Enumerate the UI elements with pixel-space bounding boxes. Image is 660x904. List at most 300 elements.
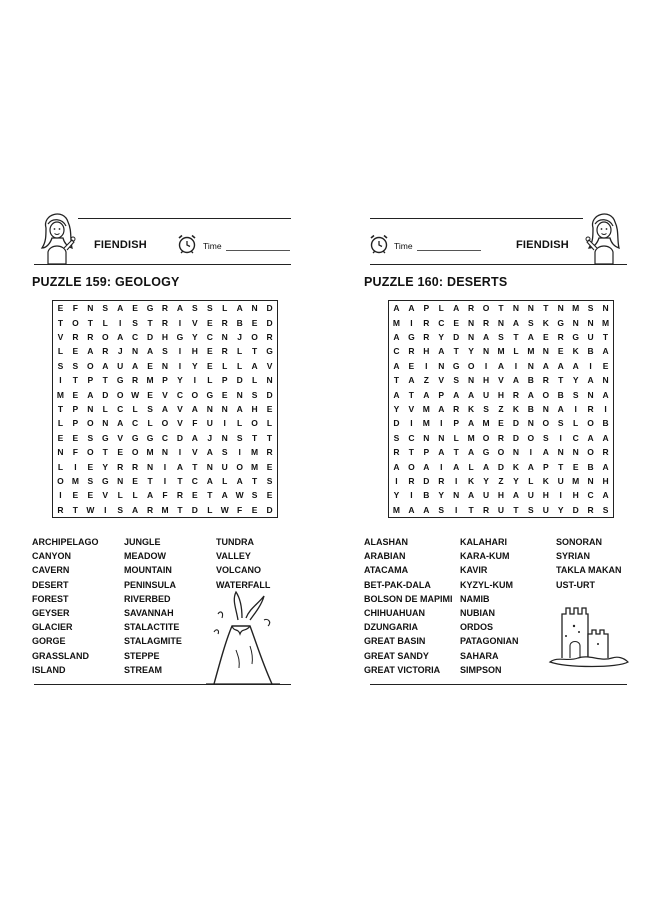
grid-cell: R xyxy=(161,317,169,328)
grid-cell: L xyxy=(573,418,579,429)
grid-cell: D xyxy=(236,375,243,386)
grid-cell: A xyxy=(512,317,519,328)
grid-cell: P xyxy=(87,375,94,386)
grid-cell: A xyxy=(423,461,430,472)
grid-cell: C xyxy=(161,432,169,443)
grid-cell: V xyxy=(117,432,124,443)
grid-cell: C xyxy=(206,331,213,342)
word-list-item: ATACAMA xyxy=(364,565,409,576)
grid-cell: A xyxy=(468,389,475,400)
grid-cell: L xyxy=(57,461,64,472)
grid-cell: G xyxy=(266,346,273,357)
grid-cell: K xyxy=(512,461,519,472)
grid-cell: S xyxy=(528,317,534,328)
grid-cell: T xyxy=(251,475,258,486)
grid-cell: Y xyxy=(393,490,400,501)
grid-cell: L xyxy=(222,360,228,371)
grid-cell: R xyxy=(266,331,273,342)
grid-cell: I xyxy=(163,475,167,486)
grid-cell: V xyxy=(408,403,415,414)
grid-cell: E xyxy=(251,504,258,515)
grid-cell: N xyxy=(468,375,475,386)
grid-cell: E xyxy=(408,360,415,371)
word-list-item: PENINSULA xyxy=(124,579,177,590)
grid-cell: J xyxy=(237,331,243,342)
puzzle-title: PUZZLE 160: DESERTS xyxy=(364,275,508,289)
grid-cell: P xyxy=(453,418,460,429)
grid-cell: T xyxy=(177,504,183,515)
grid-cell: A xyxy=(438,447,445,458)
grid-cell: L xyxy=(102,403,108,414)
grid-cell: N xyxy=(587,389,594,400)
grid-cell: Y xyxy=(572,375,579,386)
grid-cell: S xyxy=(87,432,94,443)
grid-cell: N xyxy=(236,389,243,400)
grid-cell: A xyxy=(236,475,243,486)
grid-cell: N xyxy=(221,432,228,443)
grid-cell: G xyxy=(101,475,109,486)
grid-cell: E xyxy=(87,490,94,501)
grid-cell: A xyxy=(557,403,564,414)
grid-cell: R xyxy=(102,346,109,357)
grid-cell: Y xyxy=(393,403,400,414)
grid-cell: L xyxy=(222,303,228,314)
word-search-grid xyxy=(52,300,278,518)
grid-cell: R xyxy=(408,346,415,357)
grid-cell: R xyxy=(161,303,169,314)
grid-cell: V xyxy=(162,389,168,400)
grid-cell: V xyxy=(192,447,198,458)
grid-cell: C xyxy=(132,331,139,342)
grid-cell: A xyxy=(587,432,594,443)
grid-cell: C xyxy=(438,317,445,328)
grid-cell: T xyxy=(393,375,400,386)
grid-cell: A xyxy=(393,389,400,400)
grid-cell: U xyxy=(482,389,490,400)
grid-cell: N xyxy=(57,447,64,458)
grid-cell: E xyxy=(132,475,138,486)
grid-cell: I xyxy=(59,375,62,386)
grid-cell: T xyxy=(266,432,273,443)
grid-cell: O xyxy=(191,389,199,400)
grid-cell: O xyxy=(87,447,94,458)
grid-cell: F xyxy=(72,447,78,458)
grid-cell: V xyxy=(102,490,109,501)
grid-cell: K xyxy=(542,475,549,486)
grid-cell: N xyxy=(102,418,109,429)
grid-cell: S xyxy=(483,403,489,414)
time-entry-line xyxy=(226,250,290,251)
word-list-item: BOLSON DE MAPIMI xyxy=(364,593,453,604)
grid-cell: S xyxy=(206,303,213,314)
grid-cell: I xyxy=(529,447,533,458)
grid-cell: P xyxy=(72,403,79,414)
grid-cell: S xyxy=(453,375,460,386)
grid-cell: A xyxy=(468,490,475,501)
grid-cell: S xyxy=(236,432,243,443)
grid-cell: R xyxy=(482,317,490,328)
grid-cell: A xyxy=(393,303,400,314)
header-top-line xyxy=(370,218,583,219)
grid-cell: I xyxy=(395,475,398,486)
grid-cell: C xyxy=(393,346,400,357)
word-list-item: GORGE xyxy=(32,636,66,647)
grid-cell: O xyxy=(587,418,594,429)
grid-cell: F xyxy=(72,303,78,314)
word-list-item: CAVERN xyxy=(32,565,70,576)
grid-cell: B xyxy=(587,461,594,472)
grid-cell: I xyxy=(238,447,241,458)
grid-cell: C xyxy=(132,418,139,429)
grid-cell: P xyxy=(423,303,430,314)
grid-cell: L xyxy=(237,360,243,371)
grid-cell: V xyxy=(177,403,183,414)
grid-cell: C xyxy=(572,432,579,443)
grid-cell: O xyxy=(131,447,139,458)
grid-cell: N xyxy=(512,447,519,458)
grid-cell: A xyxy=(221,490,228,501)
grid-cell: T xyxy=(453,447,459,458)
grid-cell: R xyxy=(512,389,519,400)
grid-cell: G xyxy=(101,432,109,443)
word-list-item: SIMPSON xyxy=(460,664,502,675)
time-label: Time xyxy=(203,241,222,251)
grid-cell: B xyxy=(587,346,594,357)
grid-cell: N xyxy=(542,346,549,357)
grid-cell: N xyxy=(497,317,505,328)
grid-cell: U xyxy=(221,461,228,472)
word-list-item: RIVERBED xyxy=(124,593,171,604)
word-list-item: ARCHIPELAGO xyxy=(32,537,99,547)
grid-cell: N xyxy=(572,317,579,328)
word-list-item: ALASHAN xyxy=(364,537,408,547)
grid-cell: E xyxy=(132,303,138,314)
grid-cell: O xyxy=(542,389,550,400)
grid-cell: L xyxy=(147,418,153,429)
grid-cell: E xyxy=(72,490,79,501)
volcano-illustration xyxy=(206,590,280,686)
grid-cell: K xyxy=(468,403,475,414)
grid-cell: Y xyxy=(102,461,109,472)
grid-cell: A xyxy=(132,360,139,371)
word-list-item: VOLCANO xyxy=(216,565,261,576)
grid-cell: M xyxy=(572,303,580,314)
word-list-item: TAKLA MAKAN xyxy=(556,565,622,576)
word-list-column xyxy=(124,535,182,677)
grid-cell: H xyxy=(251,403,258,414)
grid-cell: W xyxy=(235,490,244,501)
grid-cell: T xyxy=(251,346,258,357)
grid-cell: W xyxy=(86,504,95,515)
grid-cell: O xyxy=(116,389,124,400)
word-list-item: KARA-KUM xyxy=(460,551,510,562)
grid-cell: D xyxy=(453,331,460,342)
grid-cell: I xyxy=(604,403,607,414)
grid-cell: N xyxy=(557,447,564,458)
grid-cell: R xyxy=(602,447,609,458)
grid-cell: I xyxy=(104,504,107,515)
grid-cell: A xyxy=(87,346,94,357)
grid-cell: P xyxy=(72,418,79,429)
grid-cell: J xyxy=(117,346,123,357)
grid-cell: T xyxy=(558,461,564,472)
grid-cell: N xyxy=(527,360,534,371)
grid-cell: I xyxy=(410,317,413,328)
grid-cell: A xyxy=(393,331,400,342)
grid-cell: L xyxy=(207,504,213,515)
word-list-item: GLACIER xyxy=(32,622,73,633)
grid-cell: S xyxy=(393,432,400,443)
grid-cell: Z xyxy=(498,403,504,414)
grid-cell: H xyxy=(423,346,430,357)
grid-cell: M xyxy=(146,447,154,458)
grid-cell: L xyxy=(207,375,213,386)
grid-cell: T xyxy=(251,432,258,443)
grid-cell: R xyxy=(408,475,415,486)
grid-cell: W xyxy=(131,389,140,400)
grid-cell: A xyxy=(602,389,609,400)
grid-cell: M xyxy=(71,475,79,486)
grid-cell: A xyxy=(191,403,198,414)
grid-cell: A xyxy=(87,389,94,400)
grid-cell: A xyxy=(393,360,400,371)
grid-cell: M xyxy=(422,418,430,429)
grid-cell: T xyxy=(602,331,609,342)
grid-cell: G xyxy=(146,303,154,314)
grid-cell: N xyxy=(146,461,154,472)
grid-cell: P xyxy=(423,447,430,458)
alarm-clock-icon xyxy=(176,233,198,255)
grid-cell: D xyxy=(423,475,430,486)
grid-cell: D xyxy=(512,432,519,443)
grid-cell: B xyxy=(236,317,243,328)
grid-cell: M xyxy=(251,447,259,458)
grid-cell: M xyxy=(251,461,259,472)
grid-cell: A xyxy=(102,360,109,371)
grid-cell: A xyxy=(408,303,415,314)
grid-cell: L xyxy=(468,461,474,472)
grid-cell: O xyxy=(408,461,415,472)
girl-mascot-icon xyxy=(581,208,627,264)
grid-cell: T xyxy=(102,375,108,386)
grid-cell: H xyxy=(497,389,505,400)
grid-cell: I xyxy=(163,461,167,472)
grid-cell: O xyxy=(527,432,535,443)
word-list-item: GREAT BASIN xyxy=(364,636,426,647)
grid-cell: A xyxy=(393,461,400,472)
word-list-item: KAVIR xyxy=(460,565,488,576)
grid-cell: Z xyxy=(498,475,504,486)
grid-cell: K xyxy=(572,346,579,357)
word-list-item: NUBIAN xyxy=(460,607,495,618)
grid-cell: S xyxy=(498,331,504,342)
grid-cell: L xyxy=(102,317,108,328)
grid-cell: D xyxy=(512,418,519,429)
grid-cell: M xyxy=(422,403,430,414)
grid-cell: E xyxy=(542,331,549,342)
grid-cell: A xyxy=(251,360,258,371)
grid-cell: A xyxy=(132,504,139,515)
grid-cell: A xyxy=(206,447,213,458)
grid-cell: N xyxy=(132,346,139,357)
grid-cell: T xyxy=(72,504,78,515)
grid-cell: M xyxy=(572,475,580,486)
grid-cell: M xyxy=(497,346,505,357)
word-list-item: GEYSER xyxy=(32,607,70,618)
grid-cell: C xyxy=(191,475,198,486)
grid-cell: S xyxy=(251,490,258,501)
grid-cell: M xyxy=(601,317,610,328)
word-list-item: JUNGLE xyxy=(124,537,161,547)
grid-cell: O xyxy=(587,447,594,458)
grid-cell: F xyxy=(162,490,168,501)
grid-cell: S xyxy=(557,418,564,429)
grid-cell: P xyxy=(542,461,549,472)
grid-cell: D xyxy=(266,504,273,515)
grid-cell: A xyxy=(176,461,183,472)
grid-cell: Y xyxy=(557,504,564,515)
grid-cell: R xyxy=(453,403,460,414)
grid-cell: L xyxy=(237,418,243,429)
grid-cell: N xyxy=(438,432,445,443)
word-list-column xyxy=(216,535,270,592)
grid-cell: N xyxy=(542,403,549,414)
grid-cell: A xyxy=(176,303,183,314)
word-list-item: BET-PAK-DALA xyxy=(364,579,431,590)
grid-cell: Y xyxy=(438,490,445,501)
word-list-item: DESERT xyxy=(32,579,69,590)
grid-cell: S xyxy=(192,303,198,314)
grid-cell: I xyxy=(119,317,122,328)
grid-cell: D xyxy=(146,331,154,342)
grid-cell: N xyxy=(527,303,534,314)
grid-cell: N xyxy=(87,403,94,414)
grid-cell: E xyxy=(72,389,79,400)
grid-cell: R xyxy=(587,403,594,414)
sandcastle-illustration xyxy=(548,600,630,670)
grid-cell: S xyxy=(221,447,228,458)
grid-cell: M xyxy=(161,504,169,515)
grid-cell: H xyxy=(572,490,579,501)
grid-cell: P xyxy=(438,389,445,400)
grid-cell: I xyxy=(223,418,226,429)
grid-cell: L xyxy=(453,432,459,443)
grid-cell: H xyxy=(191,346,198,357)
grid-cell: L xyxy=(266,418,273,429)
word-list-column xyxy=(556,535,622,592)
grid-cell: O xyxy=(482,432,490,443)
grid-cell: L xyxy=(132,403,138,414)
grid-cell: N xyxy=(482,346,490,357)
grid-cell: A xyxy=(423,504,430,515)
grid-cell: N xyxy=(557,303,564,314)
grid-cell: N xyxy=(266,375,273,386)
grid-cell: A xyxy=(512,375,519,386)
grid-cell: R xyxy=(57,504,64,515)
grid-cell: M xyxy=(56,389,64,400)
grid-cell: S xyxy=(266,475,273,486)
word-list-item: SYRIAN xyxy=(556,551,591,562)
grid-cell: C xyxy=(587,490,594,501)
grid-cell: A xyxy=(527,331,534,342)
grid-cell: T xyxy=(102,447,108,458)
word-list-item: DZUNGARIA xyxy=(364,622,418,633)
grid-cell: U xyxy=(527,490,534,501)
grid-cell: A xyxy=(527,389,534,400)
grid-cell: G xyxy=(452,360,460,371)
grid-cell: E xyxy=(57,432,64,443)
grid-cell: G xyxy=(408,331,415,342)
grid-cell: N xyxy=(512,303,519,314)
grid-cell: A xyxy=(117,303,124,314)
word-list-item: MEADOW xyxy=(124,551,166,562)
grid-cell: M xyxy=(527,346,535,357)
grid-cell: L xyxy=(57,418,64,429)
grid-cell: I xyxy=(559,432,562,443)
grid-cell: Y xyxy=(483,475,489,486)
grid-cell: T xyxy=(408,447,414,458)
grid-cell: M xyxy=(482,418,490,429)
word-list-column xyxy=(460,535,519,677)
grid-cell: N xyxy=(251,303,258,314)
word-list-column xyxy=(32,535,99,677)
grid-cell: A xyxy=(468,447,475,458)
grid-cell: L xyxy=(251,375,258,386)
grid-cell: N xyxy=(117,475,124,486)
grid-cell: D xyxy=(393,418,400,429)
grid-cell: U xyxy=(482,490,490,501)
word-list-item: WATERFALL xyxy=(216,579,271,590)
word-list-item: TUNDRA xyxy=(216,537,254,547)
word-list-item: STALACTITE xyxy=(124,622,180,633)
grid-cell: I xyxy=(484,360,488,371)
grid-cell: D xyxy=(266,303,273,314)
grid-cell: A xyxy=(408,504,415,515)
grid-cell: V xyxy=(438,375,445,386)
grid-cell: B xyxy=(527,403,534,414)
grid-cell: G xyxy=(482,447,490,458)
word-list-item: CHIHUAHUAN xyxy=(364,607,425,618)
grid-cell: E xyxy=(206,317,213,328)
word-list-item: STEPPE xyxy=(124,650,160,661)
grid-cell: L xyxy=(513,346,519,357)
grid-cell: E xyxy=(206,360,213,371)
grid-cell: A xyxy=(468,418,475,429)
grid-cell: U xyxy=(117,360,124,371)
grid-cell: E xyxy=(57,303,64,314)
grid-cell: D xyxy=(102,389,109,400)
grid-cell: K xyxy=(468,475,475,486)
grid-cell: E xyxy=(117,447,124,458)
grid-cell: I xyxy=(178,447,182,458)
grid-cell: T xyxy=(513,331,519,342)
time-entry-line xyxy=(417,250,481,251)
grid-cell: J xyxy=(207,432,213,443)
grid-cell: N xyxy=(206,461,213,472)
grid-cell: A xyxy=(557,360,564,371)
grid-cell: E xyxy=(72,432,79,443)
grid-cell: D xyxy=(266,389,273,400)
grid-cell: A xyxy=(453,461,460,472)
grid-cell: R xyxy=(423,331,430,342)
grid-cell: F xyxy=(192,418,198,429)
grid-cell: S xyxy=(132,317,138,328)
grid-cell: N xyxy=(527,418,534,429)
grid-cell: S xyxy=(117,504,124,515)
word-list-item: GREAT SANDY xyxy=(364,650,429,661)
header-top-line xyxy=(78,218,291,219)
grid-cell: G xyxy=(572,331,579,342)
